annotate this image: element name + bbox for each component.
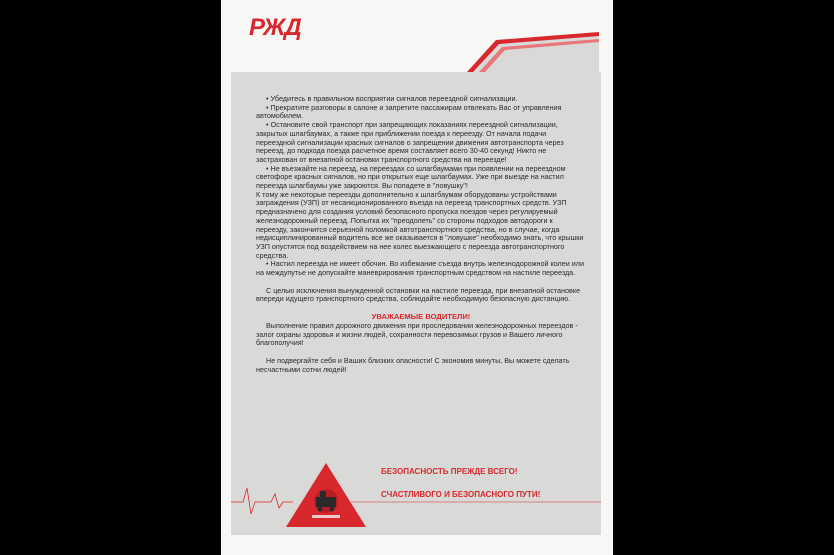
advice-paragraph: • Прекратите разговоры в салоне и запретите пассажирам отвлекать Вас от управления автомобилем.	[256, 102, 562, 121]
advice-paragraph: С целью исключения вынужденной остановки на настиле переезда, при внезапной остановке впереди идущего транспортного средства, соблюдайте необходимую безопасную дистанцию.	[256, 285, 581, 304]
advice-paragraph: К тому же некоторые переезды дополнительно к шлагбаумам оборудованы устройствами заграждения (УЗП) от несанкционированного въезда на переезд транспортных средств. УЗП предназначено для создания условий безопасного пропуска поездов через регулируемый железнодорожный переезд. Попытка их "преодолеть" со стороны подходов автодороги к переезду, закончится серьезной поломкой автотранспортного средства, но в случае, когда недисциплинированный водитель все же оказывается в "ловушке" необходимо знать, что крышки УЗП опустятся под воздействием на нее колес выезжающего с переезда автотранспортного средства.	[256, 189, 584, 260]
document-page	[221, 0, 613, 555]
advice-paragraph: • Убедитесь в правильном восприятии сигналов переездной сигнализации.	[266, 94, 518, 103]
appeal-paragraph: Выполнение правил дорожного движения при проследовании железнодорожных переездов - залог охраны здоровья и жизни людей, сохранности перевозимых грузов и Вашего личного благополучия!	[256, 320, 578, 348]
advice-paragraph: • Настил переезда не имеет обочин. Во избежание съезда внутрь железнодорожной колеи или на междупутье не допускайте маневрирования транспортным средством на настиле переезда.	[256, 259, 584, 278]
header-red-stripe	[231, 32, 599, 72]
slogan-safe-journey: СЧАСТЛИВОГО И БЕЗОПАСНОГО ПУТИ!	[381, 490, 541, 499]
slogan-safety-first: БЕЗОПАСНОСТЬ ПРЕЖДЕ ВСЕГО!	[381, 467, 518, 476]
warning-triangle-icon	[286, 463, 366, 529]
footer	[231, 458, 601, 535]
advice-paragraph: • Не въезжайте на переезд, на переездах со шлагбаумами при появлении на переездном светофоре красных сигналов, но при открытых еще шлагбаумах. Уже при выезде на настил переезда шлагбаумы уже закроются. Вы попадете в "ловушку"!	[256, 163, 566, 191]
appeal-heading: УВАЖАЕМЫЕ ВОДИТЕЛИ!	[371, 312, 471, 322]
appeal-paragraph: Не подвергайте себя и Ваших близких опасности! С экономив минуты, Вы можете сделать несчастными сотни людей!	[256, 355, 570, 374]
advice-paragraph: • Остановите свой транспорт при запрещающих показаниях переездной сигнализации, закрытых шлагбаумах, а также при приближении поезда к переезду. От начала подачи переездной сигнализации красных сигналов о запрещении движения автотранспорта через переезд, до подхода поезда расчетное время составляет всего 30-40 секунд! Никто не застрахован от внезапной остановки транспортного средства на переезде!	[256, 120, 564, 164]
rzd-logo-text: РЖД	[249, 14, 301, 41]
advice-text	[256, 95, 586, 374]
